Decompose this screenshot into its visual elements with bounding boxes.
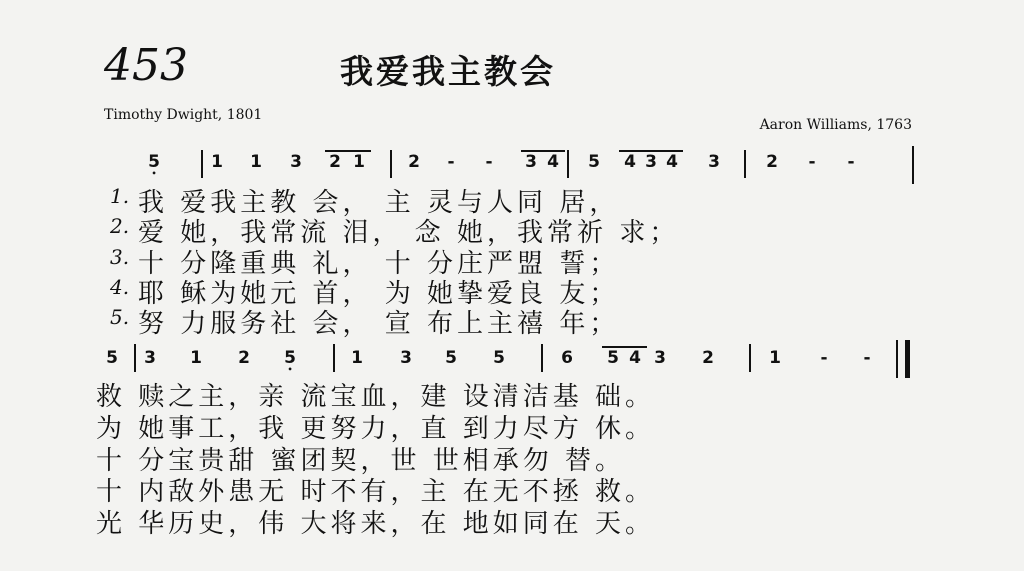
beam xyxy=(521,150,565,152)
note: 5 xyxy=(607,348,619,368)
note: - xyxy=(820,348,828,368)
note: 3 xyxy=(708,152,720,172)
note: 1 xyxy=(211,152,223,172)
hymn-number: 453 xyxy=(104,40,188,91)
note: 1 xyxy=(190,348,202,368)
hymn-title: 我爱我主教会 xyxy=(340,52,556,91)
bar-line xyxy=(134,344,136,372)
bar-line xyxy=(541,344,543,372)
final-bar-line-thin xyxy=(896,340,898,378)
bar-line xyxy=(390,150,392,178)
composer-credit: Aaron Williams, 1763 xyxy=(759,117,912,133)
note: 4 xyxy=(624,152,636,172)
note: 6 xyxy=(561,348,573,368)
beam xyxy=(619,150,683,152)
bar-line xyxy=(912,146,914,184)
note: - xyxy=(863,348,871,368)
bar-line xyxy=(744,150,746,178)
note: 2 xyxy=(702,348,714,368)
note: 1 xyxy=(353,152,365,172)
note: 2 xyxy=(329,152,341,172)
note: 3 xyxy=(290,152,302,172)
note: 5 • xyxy=(284,348,296,368)
bar-line xyxy=(333,344,335,372)
note: 5 xyxy=(445,348,457,368)
note: 3 xyxy=(525,152,537,172)
note: 3 xyxy=(400,348,412,368)
beam xyxy=(602,346,647,348)
note: 2 xyxy=(408,152,420,172)
note: 4 xyxy=(666,152,678,172)
note: 2 xyxy=(238,348,250,368)
note: 1 xyxy=(250,152,262,172)
note: 5 xyxy=(588,152,600,172)
bar-line xyxy=(567,150,569,178)
note: 5 xyxy=(493,348,505,368)
bar-line xyxy=(201,150,203,178)
lyricist-credit: Timothy Dwight, 1801 xyxy=(104,107,263,123)
note: 4 xyxy=(547,152,559,172)
note: 1 xyxy=(351,348,363,368)
note: 5 • xyxy=(148,152,160,172)
note: 2 xyxy=(766,152,778,172)
note: 5 xyxy=(106,348,118,368)
hymn-sheet: 453 我爱我主教会 Timothy Dwight, 1801 Aaron Williams, 1763 5 • 1 1 3 2 1 2 - - 3 4 5 4 3 4 3 2 - - 1. 我 爱我主教 会， 主 灵与人同 居， 2. 爱 她，我常流 泪， 念 她，我常祈 求； 3. 十 分隆重典 礼， 十 分庄严盟 誓； 4. 耶 稣为她元 首， 为 她挚爱良 友； 5. 努 力服务社 会， 宣 布上主禧 年； 5 3 1 2 5 • 1 3 5 5 6 5 4 3 2 1 - - 救 赎之主，亲 流宝血，建 设清洁基 础。 为 她事工，我 更努力，直 到力尽方 休。 十 分宝贵甜 蜜团契，世 世相承勿 替。 十 内敌外患无 时不有，主 在无不拯 救。 光 华历史，伟 大将来，在 地如同在 天。 xyxy=(0,0,1024,571)
note: 4 xyxy=(629,348,641,368)
final-bar-line-thick xyxy=(905,340,910,378)
note: - xyxy=(847,152,855,172)
note: 3 xyxy=(144,348,156,368)
beam xyxy=(325,150,371,152)
note: 3 xyxy=(645,152,657,172)
bar-line xyxy=(749,344,751,372)
note: 1 xyxy=(769,348,781,368)
note: - xyxy=(447,152,455,172)
note: 3 xyxy=(654,348,666,368)
note: - xyxy=(485,152,493,172)
note: - xyxy=(808,152,816,172)
